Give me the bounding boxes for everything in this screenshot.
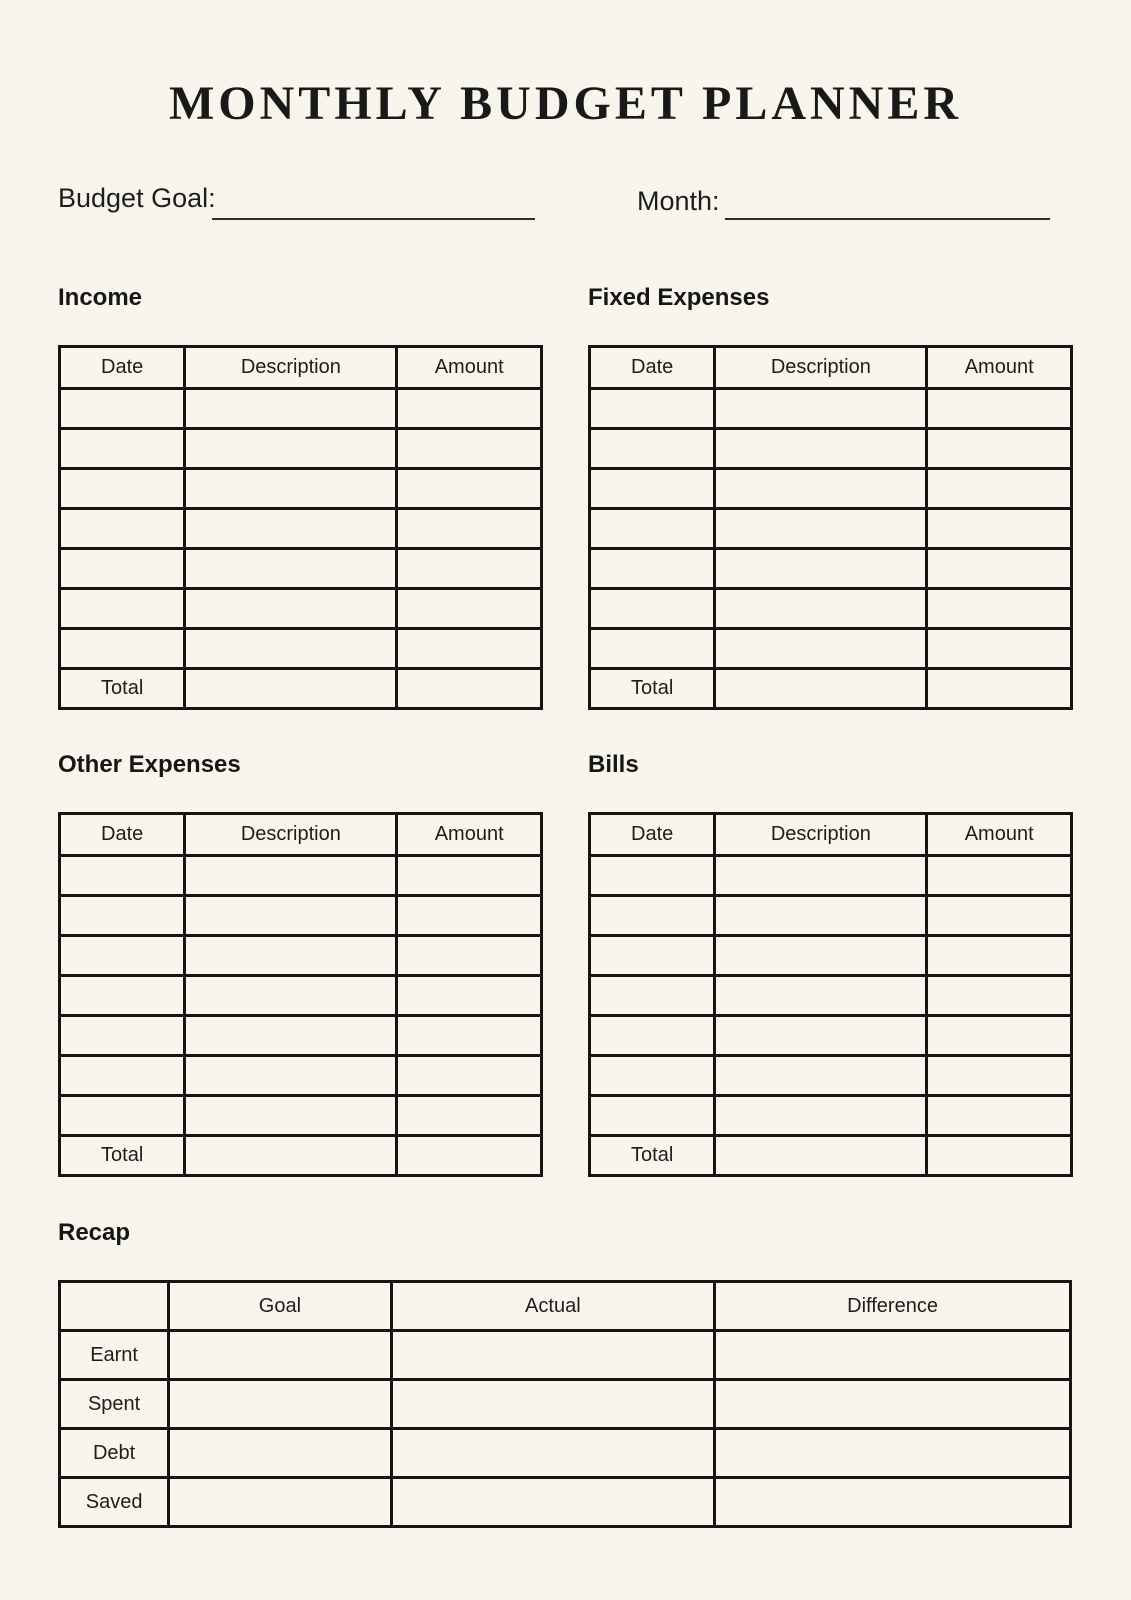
recap-actual-cell[interactable] — [391, 1478, 715, 1527]
total-description-cell[interactable] — [185, 669, 397, 709]
entry-cell[interactable] — [185, 936, 397, 976]
entry-cell[interactable] — [927, 389, 1072, 429]
entry-row — [590, 976, 1072, 1016]
entry-cell[interactable] — [590, 509, 715, 549]
description-column-header: Description — [185, 347, 397, 389]
entry-cell[interactable] — [590, 1056, 715, 1096]
description-column-header: Description — [185, 814, 397, 856]
total-description-cell[interactable] — [715, 669, 927, 709]
entry-cell[interactable] — [927, 976, 1072, 1016]
entry-cell[interactable] — [927, 429, 1072, 469]
entry-cell[interactable] — [60, 389, 185, 429]
entry-cell[interactable] — [185, 589, 397, 629]
amount-column-header: Amount — [927, 347, 1072, 389]
entry-cell[interactable] — [60, 896, 185, 936]
entry-cell[interactable] — [927, 1056, 1072, 1096]
fixed-expenses-section-title: Fixed Expenses — [588, 284, 770, 311]
entry-row — [60, 936, 542, 976]
recap-goal-cell[interactable] — [169, 1380, 391, 1429]
entry-cell[interactable] — [397, 429, 542, 469]
recap-row-earnt — [60, 1331, 1071, 1380]
fixed-expenses-header-row — [590, 347, 1072, 389]
income-header-row — [60, 347, 542, 389]
other-expenses-section-title: Other Expenses — [58, 751, 241, 778]
entry-cell[interactable] — [397, 936, 542, 976]
entry-cell[interactable] — [60, 1056, 185, 1096]
total-label: Total — [60, 669, 185, 709]
entry-row — [590, 509, 1072, 549]
date-column-header: Date — [60, 347, 185, 389]
entry-cell[interactable] — [185, 469, 397, 509]
entry-cell[interactable] — [60, 1096, 185, 1136]
entry-row — [590, 1056, 1072, 1096]
entry-cell[interactable] — [927, 509, 1072, 549]
entry-row — [590, 896, 1072, 936]
page-title: MONTHLY BUDGET PLANNER — [169, 77, 962, 130]
recap-row-label: Saved — [60, 1478, 169, 1527]
goal-column-header: Goal — [169, 1282, 391, 1331]
entry-row — [590, 629, 1072, 669]
bills-header-row — [590, 814, 1072, 856]
recap-header-row — [60, 1282, 1071, 1331]
recap-goal-cell[interactable] — [169, 1331, 391, 1380]
entry-cell[interactable] — [590, 389, 715, 429]
recap-table — [58, 1280, 1072, 1528]
entry-cell[interactable] — [715, 1056, 927, 1096]
entry-row — [60, 896, 542, 936]
recap-row-saved — [60, 1478, 1071, 1527]
entry-cell[interactable] — [60, 469, 185, 509]
income-section-title: Income — [58, 284, 143, 311]
entry-cell[interactable] — [60, 856, 185, 896]
fixed-expenses-table — [588, 345, 1073, 710]
entry-cell[interactable] — [715, 1016, 927, 1056]
entry-cell[interactable] — [590, 976, 715, 1016]
total-description-cell[interactable] — [185, 1136, 397, 1176]
month-label: Month: — [637, 186, 720, 216]
entry-cell[interactable] — [185, 509, 397, 549]
entry-cell[interactable] — [927, 856, 1072, 896]
total-label: Total — [590, 669, 715, 709]
entry-cell[interactable] — [397, 896, 542, 936]
entry-cell[interactable] — [397, 1056, 542, 1096]
entry-cell[interactable] — [60, 509, 185, 549]
total-amount-cell[interactable] — [927, 1136, 1072, 1176]
entry-cell[interactable] — [590, 589, 715, 629]
bills-section-title: Bills — [588, 751, 639, 778]
entry-row — [60, 589, 542, 629]
entry-cell[interactable] — [397, 469, 542, 509]
total-amount-cell[interactable] — [397, 1136, 542, 1176]
actual-column-header: Actual — [391, 1282, 715, 1331]
entry-row — [590, 429, 1072, 469]
entry-row — [60, 509, 542, 549]
entry-row — [590, 856, 1072, 896]
entry-cell[interactable] — [927, 1096, 1072, 1136]
entry-cell[interactable] — [590, 936, 715, 976]
entry-cell[interactable] — [715, 1096, 927, 1136]
recap-actual-cell[interactable] — [391, 1331, 715, 1380]
entry-cell[interactable] — [927, 896, 1072, 936]
description-column-header: Description — [715, 814, 927, 856]
entry-cell[interactable] — [927, 1016, 1072, 1056]
recap-difference-cell[interactable] — [715, 1429, 1071, 1478]
entry-row — [60, 629, 542, 669]
entry-row — [60, 429, 542, 469]
recap-section-title: Recap — [58, 1219, 131, 1246]
entry-row — [590, 1096, 1072, 1136]
entry-cell[interactable] — [185, 389, 397, 429]
date-column-header: Date — [590, 814, 715, 856]
difference-column-header: Difference — [715, 1282, 1071, 1331]
entry-cell[interactable] — [927, 589, 1072, 629]
entry-cell[interactable] — [715, 936, 927, 976]
entry-row — [590, 936, 1072, 976]
entry-cell[interactable] — [590, 469, 715, 509]
recap-row-label: Spent — [60, 1380, 169, 1429]
entry-cell[interactable] — [185, 1056, 397, 1096]
entry-cell[interactable] — [927, 936, 1072, 976]
income-table — [58, 345, 543, 710]
entry-cell[interactable] — [185, 549, 397, 589]
entry-cell[interactable] — [715, 629, 927, 669]
entry-cell[interactable] — [590, 549, 715, 589]
total-label: Total — [590, 1136, 715, 1176]
entry-cell[interactable] — [60, 549, 185, 589]
total-label: Total — [60, 1136, 185, 1176]
entry-cell[interactable] — [715, 389, 927, 429]
date-column-header: Date — [60, 814, 185, 856]
entry-cell[interactable] — [590, 896, 715, 936]
entry-cell[interactable] — [60, 429, 185, 469]
entry-cell[interactable] — [590, 1096, 715, 1136]
recap-row-spent — [60, 1380, 1071, 1429]
entry-cell[interactable] — [185, 856, 397, 896]
month-input-line[interactable] — [725, 190, 1050, 220]
entry-cell[interactable] — [397, 856, 542, 896]
budget-goal-input-line[interactable] — [212, 190, 535, 220]
bills-table — [588, 812, 1073, 1177]
budget-goal-label: Budget Goal: — [58, 183, 216, 213]
bills-total-row — [590, 1136, 1072, 1176]
income-total-row — [60, 669, 542, 709]
entry-cell[interactable] — [715, 549, 927, 589]
entry-cell[interactable] — [590, 629, 715, 669]
entry-row — [60, 549, 542, 589]
entry-cell[interactable] — [397, 509, 542, 549]
entry-row — [590, 469, 1072, 509]
entry-cell[interactable] — [60, 936, 185, 976]
total-description-cell[interactable] — [715, 1136, 927, 1176]
fixed-expenses-section — [588, 283, 1073, 710]
entry-cell[interactable] — [715, 589, 927, 629]
entry-cell[interactable] — [590, 856, 715, 896]
entry-cell[interactable] — [715, 469, 927, 509]
entry-row — [590, 389, 1072, 429]
entry-cell[interactable] — [715, 509, 927, 549]
recap-actual-cell[interactable] — [391, 1380, 715, 1429]
entry-row — [60, 1056, 542, 1096]
bills-section — [588, 750, 1073, 1177]
entry-row — [590, 589, 1072, 629]
amount-column-header: Amount — [927, 814, 1072, 856]
entry-cell[interactable] — [927, 469, 1072, 509]
fixed-expenses-total-row — [590, 669, 1072, 709]
recap-row-label: Earnt — [60, 1331, 169, 1380]
entry-cell[interactable] — [60, 589, 185, 629]
entry-cell[interactable] — [715, 429, 927, 469]
income-section — [58, 283, 543, 710]
entry-row — [60, 1016, 542, 1056]
entry-cell[interactable] — [715, 856, 927, 896]
total-amount-cell[interactable] — [397, 669, 542, 709]
entry-row — [60, 1096, 542, 1136]
recap-difference-cell[interactable] — [715, 1478, 1071, 1527]
entry-cell[interactable] — [60, 976, 185, 1016]
entry-cell[interactable] — [590, 1016, 715, 1056]
entry-cell[interactable] — [185, 1016, 397, 1056]
entry-cell[interactable] — [185, 1096, 397, 1136]
recap-corner-cell — [60, 1282, 169, 1331]
entry-cell[interactable] — [397, 629, 542, 669]
entry-row — [590, 1016, 1072, 1056]
entry-cell[interactable] — [927, 549, 1072, 589]
amount-column-header: Amount — [397, 814, 542, 856]
entry-row — [60, 976, 542, 1016]
entry-cell[interactable] — [927, 629, 1072, 669]
recap-goal-cell[interactable] — [169, 1429, 391, 1478]
entry-cell[interactable] — [397, 1016, 542, 1056]
entry-row — [60, 389, 542, 429]
other-expenses-total-row — [60, 1136, 542, 1176]
amount-column-header: Amount — [397, 347, 542, 389]
recap-difference-cell[interactable] — [715, 1331, 1071, 1380]
other-expenses-section — [58, 750, 543, 1177]
other-expenses-header-row — [60, 814, 542, 856]
entry-cell[interactable] — [397, 549, 542, 589]
entry-cell[interactable] — [185, 976, 397, 1016]
entry-cell[interactable] — [185, 629, 397, 669]
recap-goal-cell[interactable] — [169, 1478, 391, 1527]
entry-cell[interactable] — [715, 896, 927, 936]
total-amount-cell[interactable] — [927, 669, 1072, 709]
entry-cell[interactable] — [590, 429, 715, 469]
entry-row — [60, 856, 542, 896]
date-column-header: Date — [590, 347, 715, 389]
entry-cell[interactable] — [397, 589, 542, 629]
recap-row-debt — [60, 1429, 1071, 1478]
other-expenses-table — [58, 812, 543, 1177]
entry-cell[interactable] — [397, 389, 542, 429]
entry-row — [590, 549, 1072, 589]
recap-section — [58, 1218, 1072, 1528]
entry-cell[interactable] — [60, 1016, 185, 1056]
entry-cell[interactable] — [397, 976, 542, 1016]
recap-row-label: Debt — [60, 1429, 169, 1478]
entry-cell[interactable] — [185, 896, 397, 936]
recap-actual-cell[interactable] — [391, 1429, 715, 1478]
recap-difference-cell[interactable] — [715, 1380, 1071, 1429]
entry-cell[interactable] — [185, 429, 397, 469]
entry-cell[interactable] — [397, 1096, 542, 1136]
entry-row — [60, 469, 542, 509]
entry-cell[interactable] — [60, 629, 185, 669]
description-column-header: Description — [715, 347, 927, 389]
entry-cell[interactable] — [715, 976, 927, 1016]
